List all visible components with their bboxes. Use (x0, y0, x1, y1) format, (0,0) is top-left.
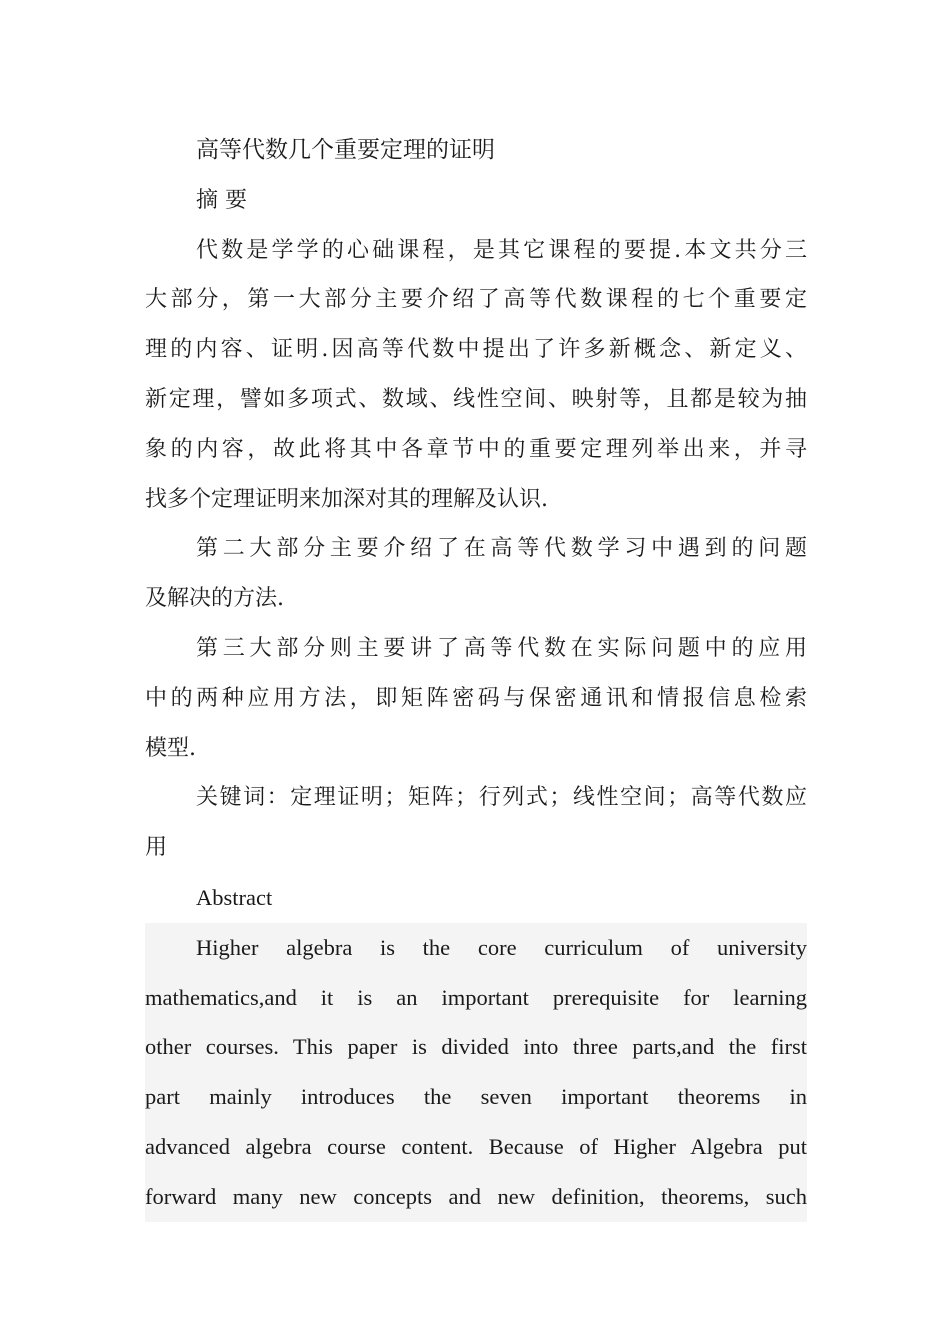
text-line: 模型. (145, 735, 196, 761)
text-line: other courses. This paper is divided into three parts,and the first (145, 1022, 807, 1072)
text-line: forward many new concepts and new definition, theorems, such (145, 1172, 807, 1222)
document-title: 高等代数几个重要定理的证明 (196, 137, 495, 163)
text-line: 第二大部分主要介绍了在高等代数学习中遇到的问题 (196, 536, 807, 562)
text-line: Higher algebra is the core curriculum of university (145, 923, 807, 973)
document-body (145, 126, 807, 1222)
text-line: 用 (145, 835, 168, 861)
abstract-paragraph-2 (145, 524, 807, 624)
keywords-paragraph (145, 773, 807, 873)
abstract-paragraph-3 (145, 624, 807, 773)
abstract-paragraph-1 (145, 226, 807, 525)
english-abstract-paragraph (145, 923, 807, 1222)
text-line: advanced algebra course content. Because of Higher Algebra put (145, 1122, 807, 1172)
text-line: 象的内容，故此将其中各章节中的重要定理列举出来，并寻 (145, 436, 807, 462)
text-line: 第三大部分则主要讲了高等代数在实际问题中的应用 (196, 635, 807, 661)
text-line: part mainly introduces the seven important theorems in (145, 1072, 807, 1122)
abstract-heading-cn: 摘 要 (196, 187, 247, 213)
abstract-heading-en: Abstract (196, 884, 273, 910)
text-line: 关键词：定理证明；矩阵；行列式；线性空间；高等代数应 (196, 785, 807, 811)
text-line: 代数是学学的心础课程，是其它课程的要提.本文共分三 (196, 237, 807, 263)
text-line: mathematics,and it is an important prerequisite for learning (145, 973, 807, 1023)
text-line: 找多个定理证明来加深对其的理解及认识. (145, 486, 548, 512)
text-line: 大部分，第一大部分主要介绍了高等代数课程的七个重要定 (145, 287, 807, 313)
text-line: 及解决的方法. (145, 586, 284, 612)
text-line: 中的两种应用方法，即矩阵密码与保密通讯和情报信息检索 (145, 685, 807, 711)
text-line: 理的内容、证明.因高等代数中提出了许多新概念、新定义、 (145, 337, 807, 363)
text-line: 新定理，譬如多项式、数域、线性空间、映射等，且都是较为抽 (145, 386, 807, 412)
